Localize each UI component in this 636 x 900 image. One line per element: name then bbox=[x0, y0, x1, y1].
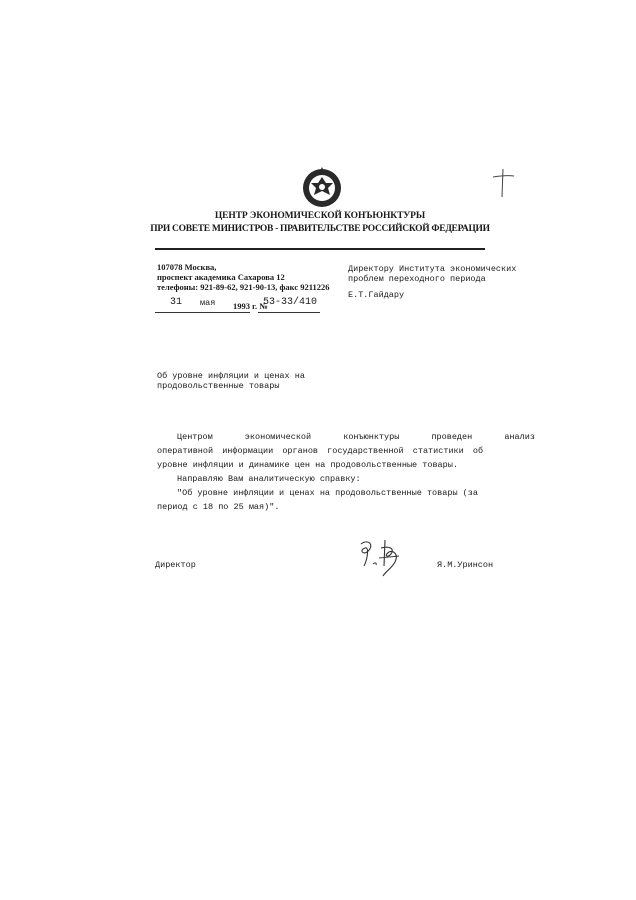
body-line: оперативной информации органов государственной статистики об bbox=[157, 446, 484, 456]
body-line: Центром экономической конъюнктуры проведен анализ bbox=[177, 432, 535, 442]
sender-address-city: 107078 Москва, bbox=[157, 262, 217, 272]
body-line: "Об уровне инфляции и ценах на продовольственные товары (за bbox=[177, 488, 478, 498]
recipient-title-line1: Директору Института экономических bbox=[348, 264, 517, 274]
sender-phones-fax: телефоны: 921-89-62, 921-90-13, факс 9211226 bbox=[157, 282, 330, 292]
subject-line2: продовольственные товары bbox=[157, 381, 280, 391]
subject-line1: Об уровне инфляции и ценах на bbox=[157, 371, 305, 381]
document-number: 53-33/410 bbox=[263, 297, 318, 308]
body-line: Направляю Вам аналитическую справку: bbox=[177, 474, 361, 484]
date-year-label: 1993 г. № bbox=[233, 301, 268, 311]
coat-of-arms-emblem-icon bbox=[300, 165, 344, 209]
body-line: уровне инфляции и динамике цен на продовольственные товары. bbox=[157, 460, 458, 470]
signer-title: Директор bbox=[155, 560, 196, 570]
recipient-title-line2: проблем переходного периода bbox=[348, 274, 486, 284]
letterhead-divider bbox=[155, 248, 485, 250]
sender-address-street: проспект академика Сахарова 12 bbox=[157, 272, 285, 282]
date-month: мая bbox=[200, 298, 216, 308]
organization-name-line2: ПРИ СОВЕТЕ МИНИСТРОВ - ПРАВИТЕЛЬСТВЕ РОССИЙСКОЙ ФЕДЕРАЦИИ bbox=[150, 224, 490, 234]
signer-name: Я.М.Уринсон bbox=[437, 560, 494, 570]
body-line: период с 18 по 25 мая)". bbox=[157, 502, 280, 512]
date-day: 31 bbox=[170, 297, 183, 308]
organization-name-line1: ЦЕНТР ЭКОНОМИЧЕСКОЙ КОНЪЮНКТУРЫ bbox=[214, 211, 426, 221]
number-underline bbox=[258, 312, 320, 313]
handwritten-signature bbox=[355, 536, 410, 578]
recipient-name: Е.Т.Гайдару bbox=[348, 290, 405, 300]
date-underline bbox=[155, 312, 250, 313]
handwritten-cross-mark bbox=[490, 168, 516, 198]
